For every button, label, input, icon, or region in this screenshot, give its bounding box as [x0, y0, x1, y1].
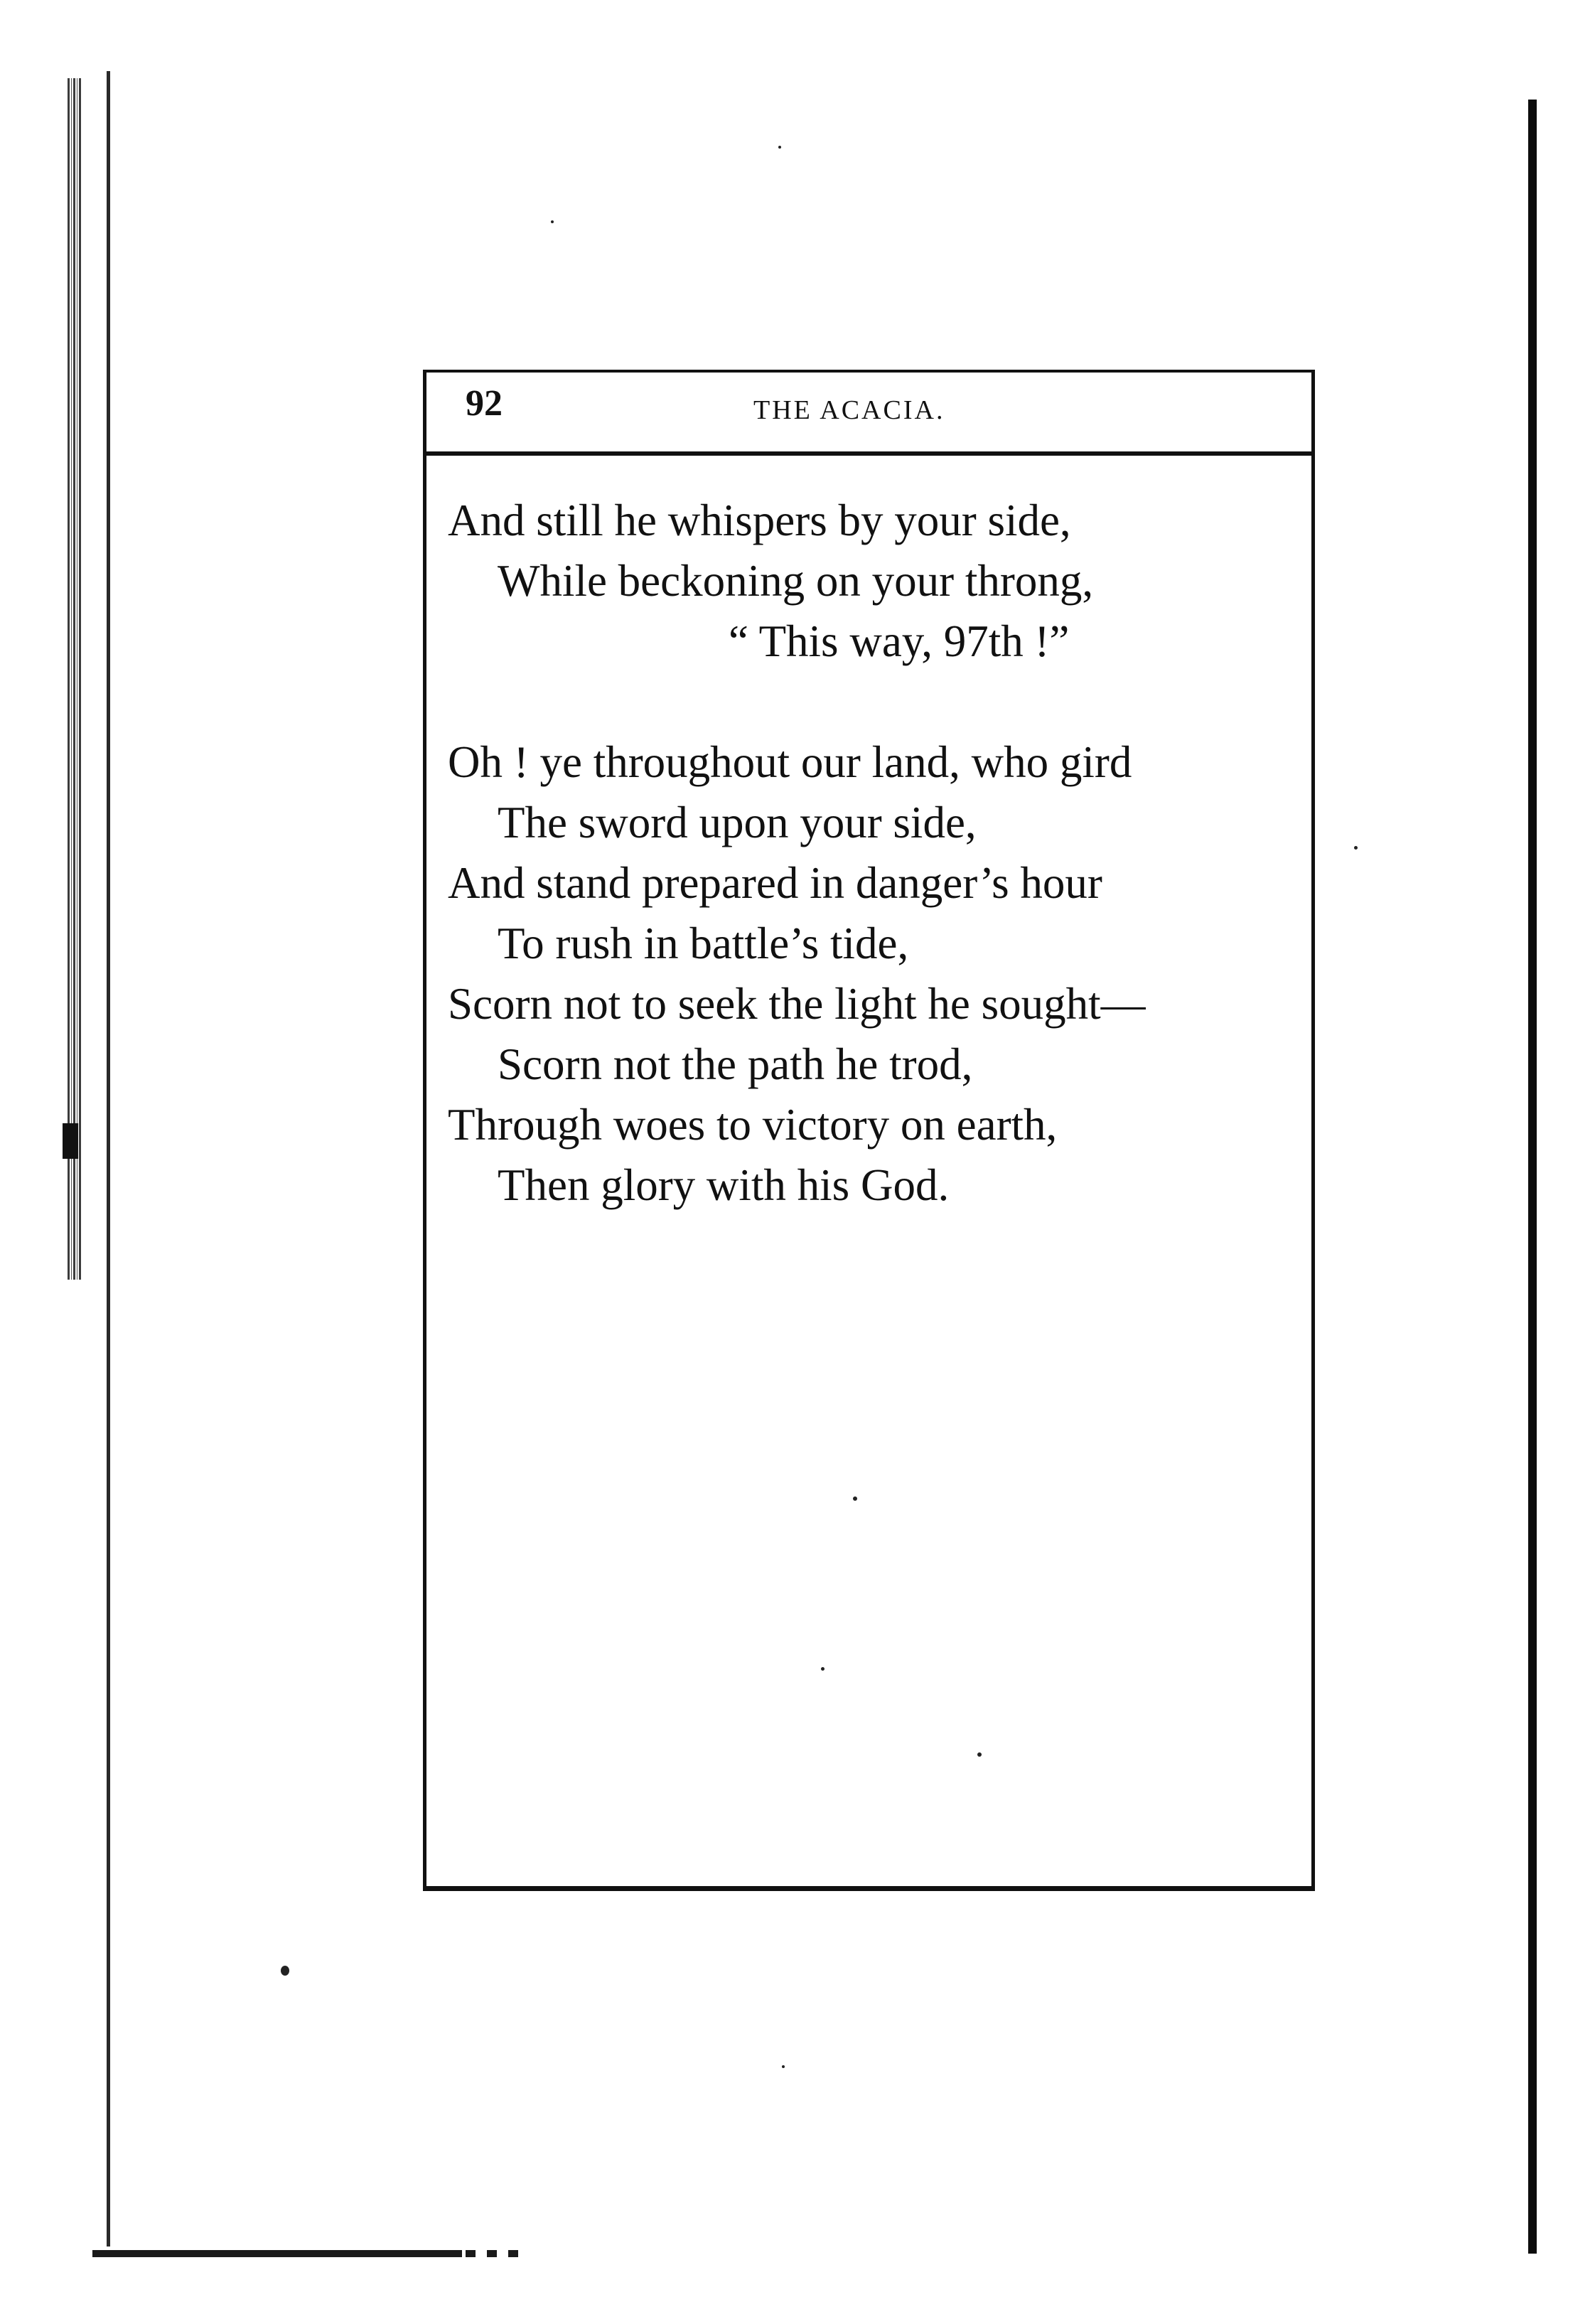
poem-line: To rush in battle’s tide, — [498, 919, 909, 968]
poem-line: Then glory with his God. — [498, 1160, 950, 1210]
scan-left-mark — [63, 1123, 78, 1159]
scan-left-edge — [68, 78, 82, 1280]
header-rule — [423, 451, 1315, 456]
scan-left-binding-line — [107, 71, 110, 2247]
running-head: THE ACACIA. — [753, 395, 945, 425]
poem-line: Through woes to victory on earth, — [448, 1100, 1058, 1150]
poem-line: And still he whispers by your side, — [448, 496, 1071, 545]
poem-line: “ This way, 97th !” — [729, 616, 1070, 666]
scan-bottom-dashes — [466, 2250, 530, 2257]
poem-line: The sword upon your side, — [498, 798, 977, 847]
ink-speck — [782, 2065, 785, 2068]
page-number: 92 — [466, 383, 503, 424]
ink-speck — [1354, 846, 1358, 850]
ink-speck — [281, 1966, 289, 1976]
ink-speck — [778, 146, 781, 149]
poem-line: Oh ! ye throughout our land, who gird — [448, 737, 1132, 787]
scan-bottom-edge — [92, 2250, 462, 2257]
poem-line: And stand prepared in danger’s hour — [448, 858, 1102, 908]
scan-right-edge — [1528, 100, 1537, 2254]
poem-line: Scorn not the path he trod, — [498, 1039, 973, 1089]
poem-line: While beckoning on your throng, — [498, 556, 1094, 606]
poem-body — [448, 491, 1287, 1216]
poem-line: Scorn not to seek the light he sought— — [448, 979, 1146, 1029]
ink-speck — [551, 220, 554, 223]
stanza-break — [448, 672, 1287, 732]
